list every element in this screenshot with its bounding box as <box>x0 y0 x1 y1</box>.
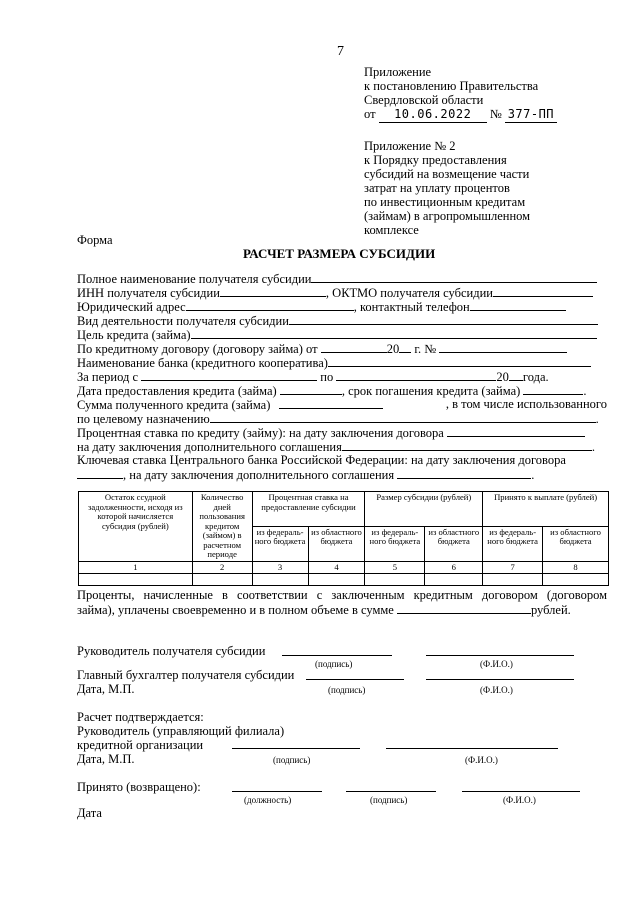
field-contract-no-blank[interactable] <box>439 341 567 353</box>
branch-head-label-1: Руководитель (управляющий филиала) <box>77 724 285 738</box>
caption-signature: (подпись) <box>328 685 366 695</box>
field-sum-blank[interactable] <box>279 397 383 409</box>
field-sum-used: , в том числе использованного <box>445 397 607 411</box>
caption-signature: (подпись) <box>273 755 311 765</box>
appendix-line3: Свердловской области <box>364 93 484 107</box>
table-col-num: 6 <box>425 561 483 574</box>
table-header-accepted: Принято к выплате (рублей) <box>483 492 609 527</box>
sign-accepted-fio-line[interactable] <box>462 791 580 792</box>
table-cell[interactable] <box>308 574 365 586</box>
page-number: 7 <box>337 44 344 59</box>
caption-position: (должность) <box>244 795 292 805</box>
field-key-rate-add-label: , на дату заключения дополнительного соглашения <box>123 468 395 482</box>
field-rate-add-label: на дату заключения дополнительного соглашения <box>77 440 342 454</box>
sign-accountant-signature-line[interactable] <box>306 679 404 680</box>
field-bank-blank[interactable] <box>328 355 591 367</box>
field-full-name-blank[interactable] <box>311 271 597 283</box>
appendix2-line1: Приложение № 2 <box>364 139 456 153</box>
field-inn-blank[interactable] <box>220 285 326 297</box>
field-rate-add-blank[interactable] <box>342 439 592 451</box>
after-table-rubles: рублей. <box>530 603 571 617</box>
form-label: Форма <box>77 233 113 247</box>
field-repay-date: , срок погашения кредита (займа) <box>341 384 521 398</box>
table-cell[interactable] <box>483 574 543 586</box>
table-header-days: Количество дней пользования кредитом (займом) в расчетном периоде <box>192 492 252 562</box>
field-key-rate-add-blank[interactable] <box>397 467 531 479</box>
sign-head-signature-line[interactable] <box>282 655 392 656</box>
branch-head-label-2: кредитной организации <box>77 738 204 752</box>
caption-fio: (Ф.И.О.) <box>503 795 536 805</box>
sign-accountant-label: Главный бухгалтер получателя субсидии <box>77 668 295 682</box>
appendix2-line2: к Порядку предоставления <box>364 153 507 167</box>
date-mp-label: Дата, М.П. <box>77 682 135 696</box>
appendix-date: 10.06.2022 <box>379 107 487 123</box>
field-period-year: 20 <box>496 370 509 384</box>
sign-accepted-signature-line[interactable] <box>346 791 436 792</box>
appendix2-line3: субсидий на возмещение части <box>364 167 530 181</box>
caption-fio: (Ф.И.О.) <box>480 685 513 695</box>
field-issue-date: Дата предоставления кредита (займа) <box>77 384 277 398</box>
sign-accountant-fio-line[interactable] <box>426 679 574 680</box>
field-key-rate-blank[interactable] <box>77 467 123 479</box>
confirmed-label: Расчет подтверждается: <box>77 710 204 724</box>
table-cell[interactable] <box>543 574 609 586</box>
field-oktmo-label: , ОКТМО получателя субсидии <box>325 286 493 300</box>
table-cell[interactable] <box>365 574 425 586</box>
appendix2-line6: (займам) в агропромышленном <box>364 209 531 223</box>
field-inn-label: ИНН получателя субсидии <box>77 286 220 300</box>
table-header-balance: Остаток ссудной задолженности, исходя из которой начисляется субсидия (рублей) <box>79 492 193 562</box>
appendix-date-row <box>364 107 557 123</box>
sign-branch-signature-line[interactable] <box>232 748 360 749</box>
field-dates-dot: . <box>583 384 587 398</box>
appendix-line2: к постановлению Правительства <box>364 79 539 93</box>
page-title: РАСЧЕТ РАЗМЕРА СУБСИДИИ <box>243 246 436 261</box>
table-sub-federal: из федераль-ного бюджета <box>365 526 425 561</box>
sign-head-label: Руководитель получателя субсидии <box>77 644 266 658</box>
table-cell[interactable] <box>252 574 308 586</box>
after-table-sum-label: займа), уплачены своевременно и в полном объеме в сумме <box>77 603 394 617</box>
after-table-line1: Проценты, начисленные в соответствии с заключенным кредитным договором (договором <box>77 588 607 602</box>
table-col-num: 5 <box>365 561 425 574</box>
appendix-number: 377-ПП <box>505 107 557 123</box>
after-table-sum-blank[interactable] <box>397 602 531 614</box>
field-repay-date-blank[interactable] <box>523 383 583 395</box>
field-purpose-blank[interactable] <box>191 327 597 339</box>
field-bank-label: Наименование банка (кредитного кооператива) <box>77 356 328 370</box>
table-col-num: 3 <box>252 561 308 574</box>
field-key-rate-add-dot: . <box>531 468 535 482</box>
table-col-num: 1 <box>79 561 193 574</box>
date-mp-label: Дата, М.П. <box>77 752 135 766</box>
date-label: Дата <box>77 806 102 820</box>
appendix-line1: Приложение <box>364 65 432 79</box>
table-col-num: 8 <box>543 561 609 574</box>
appendix2-line7: комплексе <box>364 223 419 237</box>
field-sum-label: Сумма полученного кредита (займа) <box>77 398 271 412</box>
field-period-from: За период с <box>77 370 139 384</box>
table-cell[interactable] <box>425 574 483 586</box>
field-purpose-label: Цель кредита (займа) <box>77 328 191 342</box>
field-rate-blank[interactable] <box>447 425 585 437</box>
field-contract-no: г. № <box>414 342 437 356</box>
after-table-line2 <box>77 602 571 618</box>
sign-head-fio-line[interactable] <box>426 655 574 656</box>
field-period-year-blank[interactable] <box>509 369 523 381</box>
field-contract-year: 20 <box>386 342 400 356</box>
field-period-to: по <box>320 370 334 384</box>
sign-branch-fio-line[interactable] <box>386 748 558 749</box>
field-rate-add-dot: . <box>591 440 595 454</box>
field-sum-target-label: по целевому назначению <box>77 412 210 426</box>
table-header-rate: Процентная ставка на предоставление субсидии <box>252 492 365 527</box>
sign-accepted-position-line[interactable] <box>232 791 322 792</box>
field-key-rate <box>77 453 566 468</box>
field-sum-target-blank[interactable] <box>210 411 596 423</box>
caption-signature: (подпись) <box>370 795 408 805</box>
appendix-no: № <box>489 107 502 121</box>
field-contract-label: По кредитному договору (договору займа) от <box>77 342 318 356</box>
table-cell[interactable] <box>192 574 252 586</box>
table-sub-regional: из областного бюджета <box>543 526 609 561</box>
table-col-num: 7 <box>483 561 543 574</box>
field-period-to-blank[interactable] <box>336 369 496 381</box>
field-period-from-blank[interactable] <box>141 369 317 381</box>
appendix2-line5: по инвестиционным кредитам <box>364 195 526 209</box>
table-sub-federal: из федераль-ного бюджета <box>252 526 308 561</box>
caption-fio: (Ф.И.О.) <box>480 659 513 669</box>
field-address-label: Юридический адрес <box>77 300 186 314</box>
caption-fio: (Ф.И.О.) <box>465 755 498 765</box>
accepted-label: Принято (возвращено): <box>77 780 201 794</box>
caption-signature: (подпись) <box>315 659 353 669</box>
field-address-blank[interactable] <box>186 299 354 311</box>
field-key-rate-add <box>77 467 534 483</box>
table-col-num: 2 <box>192 561 252 574</box>
field-activity-blank[interactable] <box>289 313 598 325</box>
field-phone-blank[interactable] <box>470 299 566 311</box>
field-rate-label: Процентная ставка по кредиту (займу): на дату заключения договора <box>77 426 444 440</box>
field-sum-target-dot: . <box>595 412 599 426</box>
appendix2-line4: затрат на уплату процентов <box>364 181 510 195</box>
table-header-size: Размер субсидии (рублей) <box>365 492 483 527</box>
table-col-num: 4 <box>308 561 365 574</box>
field-contract-year-blank[interactable] <box>399 341 411 353</box>
field-issue-date-blank[interactable] <box>280 383 342 395</box>
field-oktmo-blank[interactable] <box>493 285 593 297</box>
appendix-ot: от <box>364 107 376 121</box>
table-sub-regional: из областного бюджета <box>308 526 365 561</box>
field-contract-date-blank[interactable] <box>321 341 387 353</box>
field-full-name-label: Полное наименование получателя субсидии <box>77 272 312 286</box>
table-sub-federal: из федераль-ного бюджета <box>483 526 543 561</box>
table-sub-regional: из областного бюджета <box>425 526 483 561</box>
table-cell[interactable] <box>79 574 193 586</box>
field-period-end: года. <box>522 370 549 384</box>
field-phone-label: , контактный телефон <box>353 300 470 314</box>
field-activity-label: Вид деятельности получателя субсидии <box>77 314 289 328</box>
field-key-rate-label: Ключевая ставка Центрального банка Российской Федерации: на дату заключения договора <box>77 453 566 467</box>
subsidy-table <box>78 491 609 586</box>
